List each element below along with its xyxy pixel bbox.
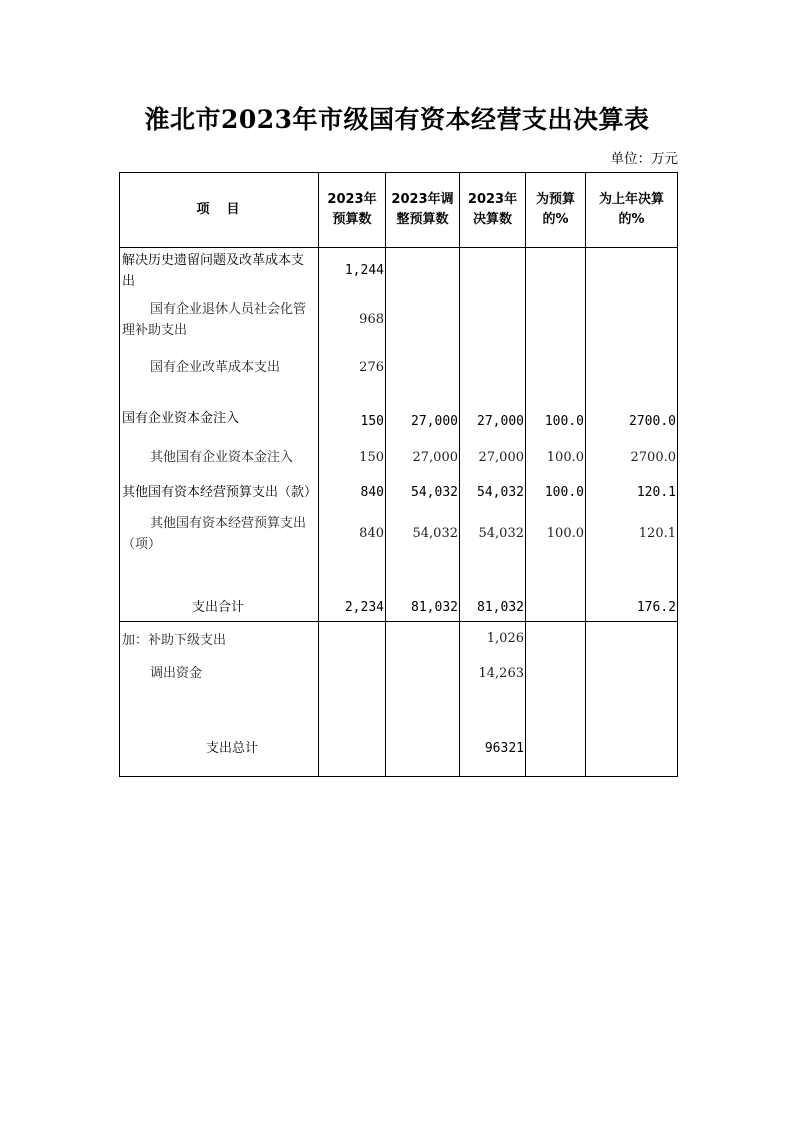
cell-budget: 150 — [319, 440, 386, 476]
cell-pct-budget — [526, 248, 586, 294]
cell-final: 27,000 — [460, 390, 526, 440]
cell-adjusted — [386, 346, 460, 390]
table-row — [120, 622, 678, 656]
cell-adjusted — [386, 248, 460, 294]
cell-adjusted: 27,000 — [386, 440, 460, 476]
page-title: 淮北市2023年市级国有资本经营支出决算表 — [144, 105, 650, 134]
cell-adjusted — [386, 692, 460, 777]
cell-pct-prev: 120.1 — [586, 510, 678, 558]
cell-budget: 840 — [319, 510, 386, 558]
cell-pct-prev: 2700.0 — [586, 390, 678, 440]
cell-pct-budget — [526, 294, 586, 346]
table-header-row — [120, 173, 678, 248]
cell-pct-budget — [526, 558, 586, 622]
subtotal-label: 支出合计 — [120, 558, 319, 622]
cell-pct-budget: 100.0 — [526, 390, 586, 440]
row-label: 国有企业改革成本支出 — [120, 346, 319, 390]
cell-budget: 840 — [319, 476, 386, 510]
table-row — [120, 440, 678, 476]
row-label: 国有企业退休人员社会化管理补助支出 — [120, 294, 319, 346]
cell-pct-prev — [586, 656, 678, 692]
row-label: 调出资金 — [120, 656, 319, 692]
cell-budget — [319, 692, 386, 777]
table-row — [120, 346, 678, 390]
cell-pct-prev — [586, 346, 678, 390]
unit-label: 单位：万元 — [610, 151, 678, 167]
row-label: 加：补助下级支出 — [120, 622, 319, 656]
cell-pct-budget: 100.0 — [526, 510, 586, 558]
cell-final: 81,032 — [460, 558, 526, 622]
row-label: 国有企业资本金注入 — [120, 390, 319, 440]
cell-pct-prev: 120.1 — [586, 476, 678, 510]
cell-pct-budget — [526, 346, 586, 390]
cell-pct-budget: 100.0 — [526, 440, 586, 476]
cell-final: 96321 — [460, 692, 526, 777]
cell-final — [460, 248, 526, 294]
header-pct-prev: 为上年决算的% — [586, 173, 678, 248]
table-row — [120, 656, 678, 692]
table-row — [120, 558, 678, 622]
cell-pct-budget — [526, 656, 586, 692]
cell-adjusted: 81,032 — [386, 558, 460, 622]
row-label: 解决历史遗留问题及改革成本支出 — [120, 248, 319, 294]
table-row — [120, 390, 678, 440]
cell-final: 1,026 — [460, 622, 526, 656]
cell-budget: 968 — [319, 294, 386, 346]
cell-adjusted: 54,032 — [386, 476, 460, 510]
row-label: 其他国有资本经营预算支出（项） — [120, 510, 319, 558]
cell-pct-prev — [586, 692, 678, 777]
table-row — [120, 294, 678, 346]
cell-pct-prev — [586, 248, 678, 294]
cell-pct-budget — [526, 622, 586, 656]
cell-budget: 276 — [319, 346, 386, 390]
cell-adjusted — [386, 622, 460, 656]
cell-pct-prev: 2700.0 — [586, 440, 678, 476]
header-adjusted: 2023年调整预算数 — [386, 173, 460, 248]
cell-budget — [319, 622, 386, 656]
row-label: 其他国有企业资本金注入 — [120, 440, 319, 476]
cell-pct-prev: 176.2 — [586, 558, 678, 622]
cell-final — [460, 294, 526, 346]
total-label: 支出总计 — [120, 692, 319, 777]
header-final: 2023年决算数 — [460, 173, 526, 248]
cell-pct-budget: 100.0 — [526, 476, 586, 510]
cell-adjusted: 27,000 — [386, 390, 460, 440]
cell-pct-prev — [586, 294, 678, 346]
table-row — [120, 692, 678, 777]
table-row — [120, 248, 678, 294]
cell-final: 14,263 — [460, 656, 526, 692]
header-item: 项 目 — [120, 173, 319, 248]
cell-budget: 1,244 — [319, 248, 386, 294]
cell-adjusted — [386, 656, 460, 692]
cell-pct-prev — [586, 622, 678, 656]
header-pct-budget: 为预算的% — [526, 173, 586, 248]
cell-final: 27,000 — [460, 440, 526, 476]
cell-budget — [319, 656, 386, 692]
row-label: 其他国有资本经营预算支出（款） — [120, 476, 319, 510]
table-row — [120, 510, 678, 558]
cell-final: 54,032 — [460, 476, 526, 510]
cell-adjusted — [386, 294, 460, 346]
table-row — [120, 476, 678, 510]
cell-budget: 150 — [319, 390, 386, 440]
expenditure-table — [119, 172, 678, 777]
header-budget: 2023年预算数 — [319, 173, 386, 248]
cell-final: 54,032 — [460, 510, 526, 558]
cell-budget: 2,234 — [319, 558, 386, 622]
cell-final — [460, 346, 526, 390]
cell-pct-budget — [526, 692, 586, 777]
cell-adjusted: 54,032 — [386, 510, 460, 558]
